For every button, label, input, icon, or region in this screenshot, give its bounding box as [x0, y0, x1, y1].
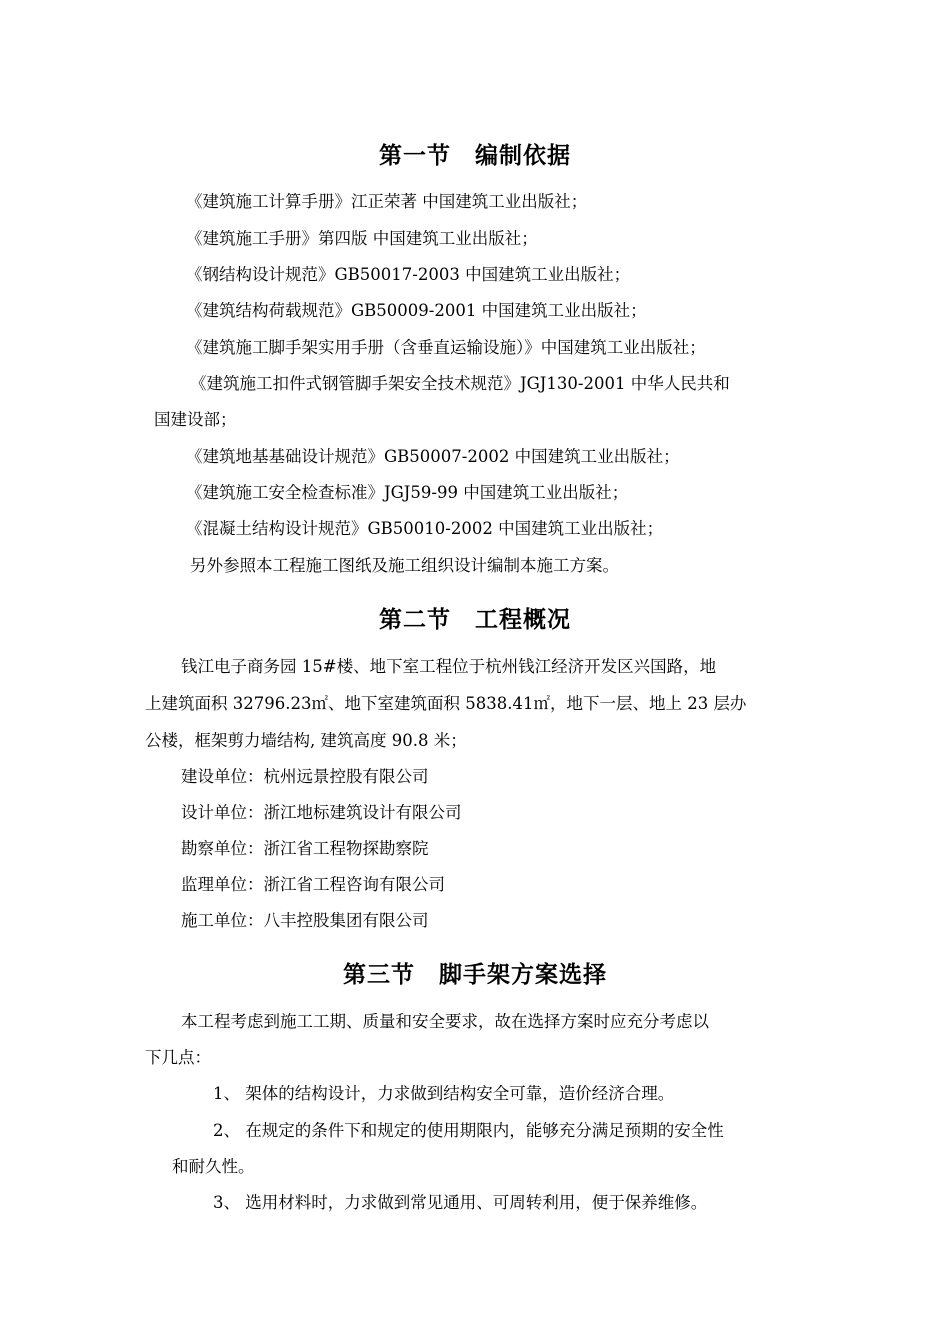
overview-paragraph-line: 钱江电子商务园 15#楼、地下室工程位于杭州钱江经济开发区兴国路，地 [181, 657, 717, 676]
reference-line: 《建筑施工安全检查标准》JGJ59-99 中国建筑工业出版社； [186, 483, 629, 502]
reference-line: 另外参照本工程施工图纸及施工组织设计编制本施工方案。 [190, 556, 619, 575]
reference-line: 《建筑施工脚手架实用手册（含垂直运输设施）》中国建筑工业出版社； [186, 338, 706, 357]
reference-line: 《建筑结构荷载规范》GB50009-2001 中国建筑工业出版社； [186, 301, 647, 320]
section-1-heading: 第一节 编制依据 [379, 142, 571, 169]
scheme-paragraph-line: 本工程考虑到施工工期、质量和安全要求，故在选择方案时应充分考虑以 [181, 1012, 709, 1031]
design-unit: 设计单位：浙江地标建筑设计有限公司 [181, 803, 462, 822]
contractor-unit: 施工单位：八丰控股集团有限公司 [181, 911, 429, 930]
overview-paragraph-line: 公楼，框架剪力墙结构, 建筑高度 90.8 米； [145, 731, 467, 750]
reference-line: 《建筑地基基础设计规范》GB50007-2002 中国建筑工业出版社； [186, 447, 680, 466]
supervision-unit: 监理单位：浙江省工程咨询有限公司 [181, 875, 445, 894]
reference-line: 《混凝土结构设计规范》GB50010-2002 中国建筑工业出版社； [186, 519, 664, 538]
reference-line: 国建设部； [154, 410, 237, 429]
list-item-2: 2、 在规定的条件下和规定的使用期限内，能够充分满足预期的安全性 [213, 1121, 724, 1140]
reference-line: 《建筑施工计算手册》江正荣著 中国建筑工业出版社； [186, 192, 588, 211]
reference-line: 《建筑施工扣件式钢管脚手架安全技术规范》JGJ130-2001 中华人民共和 [190, 374, 730, 393]
section-2-heading: 第二节 工程概况 [379, 606, 571, 633]
scheme-paragraph-line: 下几点： [145, 1048, 211, 1067]
section-3-heading: 第三节 脚手架方案选择 [343, 961, 607, 988]
list-item-1: 1、 架体的结构设计，力求做到结构安全可靠，造价经济合理。 [213, 1084, 675, 1103]
list-item-3: 3、 选用材料时，力求做到常见通用、可周转利用，便于保养维修。 [213, 1193, 708, 1212]
reference-line: 《建筑施工手册》第四版 中国建筑工业出版社； [186, 229, 538, 248]
list-item-2-continued: 和耐久性。 [172, 1157, 255, 1176]
construction-unit: 建设单位：杭州远景控股有限公司 [181, 767, 429, 786]
survey-unit: 勘察单位：浙江省工程物探勘察院 [181, 839, 429, 858]
overview-paragraph-line: 上建筑面积 32796.23㎡、地下室建筑面积 5838.41㎡，地下一层、地上 23 层办 [145, 694, 747, 713]
reference-line: 《钢结构设计规范》GB50017-2003 中国建筑工业出版社； [186, 265, 631, 284]
